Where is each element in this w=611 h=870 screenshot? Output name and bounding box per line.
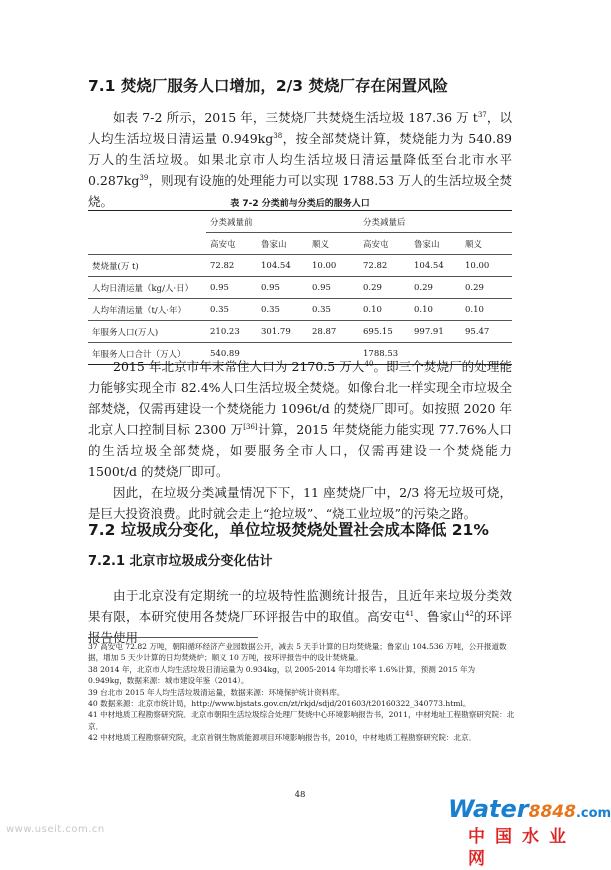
table-row <box>88 299 512 321</box>
footnote-ref[interactable]: 42 <box>465 610 474 618</box>
cell: 0.10 <box>410 299 461 321</box>
section-heading-7-1: 7.1 焚烧厂服务人口增加，2/3 焚烧厂存在闲置风险 <box>88 77 448 95</box>
cell: 104.54 <box>410 255 461 277</box>
watermark-logo <box>448 795 611 869</box>
cell: 10.00 <box>308 255 359 277</box>
section-heading-7-2: 7.2 垃圾成分变化，单位垃圾焚烧处置社会成本降低 21% <box>88 521 489 539</box>
cell: 0.35 <box>206 299 257 321</box>
plant-header: 顺义 <box>461 233 512 255</box>
cell: 72.82 <box>206 255 257 277</box>
table-row <box>88 321 512 343</box>
brand-cn: 中国水业网 <box>468 827 576 869</box>
total-before: 540.89 <box>206 343 359 365</box>
footnote-ref[interactable]: 41 <box>405 610 415 618</box>
cell: 695.15 <box>359 321 410 343</box>
footnote-41: 41 中材地质工程勘察研究院．北京市朝阳生活垃圾综合处理厂焚烧中心环境影响报告书，2011，中材地址工程勘察研究院：北京． <box>88 710 515 731</box>
table-group-header <box>88 211 512 233</box>
cell: 0.95 <box>206 277 257 299</box>
citation-ref[interactable]: [36] <box>243 423 258 431</box>
row-label: 人均年清运量（t/人·年） <box>88 299 206 321</box>
group-before: 分类减量前 <box>206 211 359 233</box>
footnote-39: 39 台北市 2015 年人均生活垃圾清运量，数据来源：环境保护统计资料库。 <box>88 687 345 697</box>
footnote-ref[interactable]: 37 <box>477 111 487 119</box>
plant-header: 鲁家山 <box>257 233 308 255</box>
footnote-38: 38 2014 年，北京市人均生活垃圾日清运量为 0.934kg，以 2005-2014 年均增长率 1.6%计算，预测 2015 年为 0.949kg，数据来源：城市建设年鉴（2014）。 <box>88 664 476 686</box>
footnote-ref[interactable]: 39 <box>139 174 149 182</box>
plant-header: 高安屯 <box>359 233 410 255</box>
table-plant-header <box>88 233 512 255</box>
section-heading-7-2-1: 7.2.1 北京市垃圾成分变化估计 <box>88 554 273 569</box>
cell: 28.87 <box>308 321 359 343</box>
row-label: 年服务人口(万人) <box>88 321 206 343</box>
cell: 210.23 <box>206 321 257 343</box>
table-caption: 表 7-2 分类前与分类后的服务人口 <box>230 199 370 209</box>
footnote-ref[interactable]: 40 <box>364 360 374 368</box>
total-after: 1788.53 <box>359 343 512 365</box>
cell: 0.10 <box>461 299 512 321</box>
footnote-37: 37 高安屯 72.82 万吨，朝阳循环经济产业园数据公开，减去 5 天手计算的日均焚烧量；鲁家山 104.536 万吨，公开报道数据，增加 5 天少计算的日均焚烧炉；顺义 10 万吨，按环评报告中的设计焚烧量。 <box>88 642 507 663</box>
brand-text: Water8848.com <box>448 795 611 823</box>
cell: 301.79 <box>257 321 308 343</box>
group-after: 分类减量后 <box>359 211 512 233</box>
page-number: 48 <box>294 790 306 800</box>
cell: 0.95 <box>308 277 359 299</box>
table-row <box>88 255 512 277</box>
cell: 10.00 <box>461 255 512 277</box>
plant-header: 鲁家山 <box>410 233 461 255</box>
cell: 0.29 <box>410 277 461 299</box>
row-label: 年服务人口合计（万人） <box>88 343 206 365</box>
paragraph-population: 2015 年北京市年末常住人口为 2170.5 万人$^{40}$。即三个焚烧厂的处理能力能够实现全市 82.4%人口生活垃圾全焚烧。如像台北一样实现全市垃圾全部焚烧，仅需再建设一个焚烧能力 1096t/d 的焚烧厂即可。如按照 2020 年北京人口控制目标 2300 万[36]计算，2015 年焚烧能力能实现 77.76%人口的生活垃圾全部焚烧，如要服务全市人口，仅需再建设一个焚烧能力 1500t/d 的焚烧厂即可。 因此，在垃圾分类减量情况下下，11 座焚烧厂中，2/3 将无垃圾可烧，是巨大投资浪费。此时就会走上“抢垃圾”、“烧工业垃圾”的污染之路。 <box>88 356 512 524</box>
cell: 0.29 <box>359 277 410 299</box>
cell: 997.91 <box>410 321 461 343</box>
table-row <box>88 277 512 299</box>
cell: 104.54 <box>257 255 308 277</box>
watermark-useit: www.useit.com.cn <box>6 824 105 835</box>
footnotes <box>88 641 516 744</box>
plant-header: 顺义 <box>308 233 359 255</box>
row-label: 焚烧量(万 t) <box>88 255 206 277</box>
cell: 0.29 <box>461 277 512 299</box>
cell: 0.95 <box>257 277 308 299</box>
paragraph-7-1: 如表 7-2 所示，2015 年，三焚烧厂共焚烧生活垃圾 187.36 万 $t^{37}$，以人均生活垃圾日清运量 $0.949kg^{38}$，按全部焚烧计算，焚烧能力为 540.89 万人的生活垃圾。如果北京市人均生活垃圾日清运量降低至台北市水平 $0.287kg^{39}$，则现有设施的处理能力可以实现 1788.53 万人的生活垃圾全焚烧。 <box>88 110 512 209</box>
service-population-table <box>88 210 512 365</box>
footnote-42: 42 中材地质工程勘察研究院，北京首钢生物质能源项目环境影响报告书，2010，中材地质工程勘察研究院：北京． <box>88 733 477 743</box>
cell: 0.35 <box>308 299 359 321</box>
footnote-40: 40 数据来源：北京市统计局，http://www.bjstats.gov.cn/zt/rkjd/sdjd/201603/t20160322_340773.html。 <box>88 699 471 709</box>
cell: 95.47 <box>461 321 512 343</box>
cell: 0.10 <box>359 299 410 321</box>
row-label: 人均日清运量（kg/人·日） <box>88 277 206 299</box>
paragraph-7-2-1: 由于北京没有定期统一的垃圾特性监测统计报告，且近年来垃圾分类效果有限，本研究使用各焚烧厂环评报告中的取值。高安屯$^{41}$、鲁家山$^{42}$的环评报告使用 <box>88 588 512 645</box>
plant-header: 高安屯 <box>206 233 257 255</box>
footnote-divider <box>88 637 258 638</box>
footnote-ref[interactable]: 38 <box>273 132 283 140</box>
cell: 0.35 <box>257 299 308 321</box>
paragraph-conclusion: 因此，在垃圾分类减量情况下下，11 座焚烧厂中，2/3 将无垃圾可烧，是巨大投资浪费。此时就会走上“抢垃圾”、“烧工业垃圾”的污染之路。 <box>88 485 512 521</box>
cell: 72.82 <box>359 255 410 277</box>
